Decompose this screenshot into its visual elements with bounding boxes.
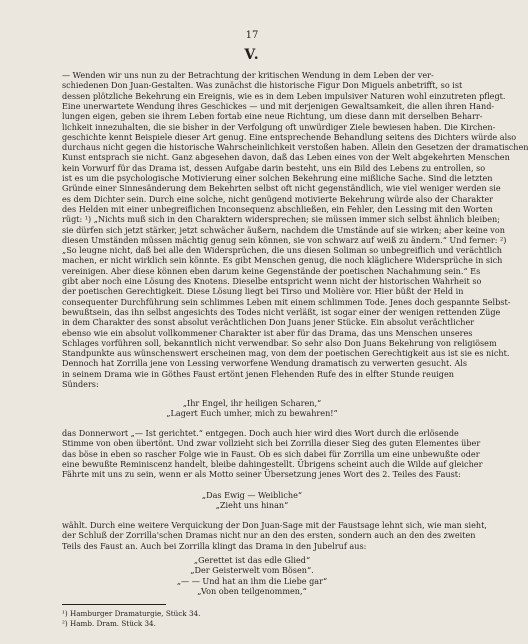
text-line: sie dürfen sich jetzt stärker, jetzt schwächer äußern, nachdem die Umstände auf sie wirken; aber keine von [62, 224, 505, 235]
page-number: 17 [245, 30, 259, 41]
text-line: „So leugne nicht, daß bei alle den Widersprüchen, die uns diesen Soliman so unbegreiflich und verächtlich [62, 245, 502, 256]
text-line: schiedenen Don Juan-Gestalten. Was zunächst die historische Figur Don Miguels anbetrifft, so ist [62, 80, 463, 91]
text-line: in dem Charakter des sonst absolut verächtlichen Don Juans jener Stücke. Ein absolut verächtlicher [62, 317, 475, 328]
text-line: Gründe einer Sinnesänderung dem Bekehrten selbst oft nicht gegenständlich, wie viel weniger werden sie [62, 183, 501, 194]
text-line: der poetischen Gerechtigkeit. Diese Lösung liegt bei Tirso und Molière vor. Hier büßt der Held in [62, 286, 464, 297]
text-line: Stimme von oben übertönt. Und zwar vollzieht sich bei Zorrilla dieser Sieg des guten Elementes über [62, 438, 481, 449]
text-line: Teils des Faust an. Auch bei Zorrilla klingt das Drama in den Jubelruf aus: [62, 540, 367, 551]
text-line: vereinigen. Aber diese können eben darum keine Gegenstände der poetischen Nachahmung sein.“ Es [62, 265, 481, 276]
section-numeral: V. [244, 47, 260, 63]
footnote: ¹) Hamburger Dramaturgie, Stück 34. [62, 609, 201, 618]
text-line: ist es um die psychologische Motivierung einer solchen Bekehrung eine mißliche Sache. Sind die letzten [62, 173, 493, 183]
text-line: eine bewußte Reminiscenz handelt, bleibe dahingestellt. Übrigens scheint auch die Wilde auf gleicher [62, 458, 483, 469]
verse-line: „Gerettet ist das edle Glied“ [193, 555, 311, 565]
text-line: — Wenden wir uns nun zu der Betrachtung der kritischen Wendung in dem Leben der ver- [62, 70, 434, 80]
text-line: ebenso wie ein absolut vollkommener Charakter ist aber für das Drama, das uns Menschen unseres [62, 327, 473, 338]
text-line: Sünders: [62, 379, 99, 389]
text-line: Dennoch hat Zorrilla jene von Lessing verworfene Wendung dramatisch zu verwerten gesucht. Als [62, 358, 468, 369]
verse-line: „Ihr Engel, ihr heiligen Scharen,“ [182, 398, 322, 408]
verse-line: „— — Und hat an ihm die Liebe gar“ [176, 575, 328, 586]
text-line: durchaus nicht gegen die historische Wahrscheinlichkeit verstoßen haben. Allein den Gesetzen der dramatischen [62, 142, 528, 153]
text-line: diesen Umständen müssen mächtig genug sein können, sie von schwarz auf weiß zu ändern.“ Und ferner: ²) [62, 234, 507, 245]
text-line: lichkeit innezuhalten, die sie bisher in der Verfolgung oft unwürdiger Ziele bewiesen haben. Die Kirchen- [62, 121, 496, 132]
text-line: es dem Dichter sein. Durch eine solche, nicht genügend motivierte Bekehrung würde also der Charakter [62, 193, 494, 204]
verse-line: „Das Ewig — Weibliche“ [201, 490, 303, 500]
verse-line: „Der Geisterwelt vom Bösen“. [190, 565, 314, 576]
text-line: Fährte mit uns zu sein, wenn er als Motto seiner Übersetzung jenes Wort des 2. Teiles des Faust: [62, 469, 461, 480]
footnote: ²) Hamb. Dram. Stück 34. [62, 619, 156, 628]
text-line: kein Vorwurf für das Drama ist, dessen Aufgabe darin besteht, uns ein Bild des Lebens zu entrollen, so [62, 162, 486, 173]
text-line: das Donnerwort „— Ist gerichtet.“ entgegen. Doch auch hier wird dies Wort durch die erlösende [62, 428, 459, 438]
verse-line: „Zieht uns hinan“ [215, 500, 289, 511]
text-line: der Schluß der Zorrilla'schen Dramas nicht nur an den des ersten, sondern auch an den des zweiten [62, 530, 476, 541]
footnote-divider [62, 604, 166, 605]
text-line: das böse in eben so rascher Folge wie in Faust. Ob es sich dabei für Zorrilla um eine unbewußte oder [62, 448, 480, 459]
text-line: geschichte kennt Beispiele dieser Art genug. Eine entsprechende Behandlung seitens des Dichters würde also [62, 131, 517, 142]
text-line: des Helden mit einer unbegreiflichen Inconsequenz abschließen, ein Fehler, den Lessing mit den Worten [62, 203, 493, 214]
text-line: wählt. Durch eine weitere Verquickung der Don Juan-Sage mit der Faustsage lehnt sich, wie man sieht, [62, 520, 487, 530]
text-line: machen, er nicht wirklich sein könnte. Es gibt Menschen genug, die noch kläglichere Widersprüche in sich [62, 255, 503, 266]
text-line: Kunst entsprach sie nicht. Ganz abgesehen davon, daß das Leben eines von der Welt abgekehrten Menschen [62, 152, 510, 163]
text-line: Eine unerwartete Wendung ihres Geschickes — und mit derjenigen Gewaltsamkeit, die allen ihren Hand- [62, 100, 495, 111]
text-line: in seinem Drama wie in Göthes Faust ertönt jenen Flehenden Rufe des in elfter Stunde reuigen [62, 368, 454, 379]
verse-line: „Lagert Euch umher, mich zu bewahren!“ [166, 408, 338, 419]
text-line: dessen plötzliche Bekehrung ein Ereignis, wie es in dem Leben impulsiver Naturen wohl einzutreten pflegt. [62, 90, 506, 101]
text-line: bewußtsein, das ihn selbst angesichts des Todes nicht verläßt, ist sogar einer der wenigen rettenden Züge [62, 306, 501, 317]
text-line: lungen eigen, geben sie ihrem Leben fortab eine neue Richtung, um diese dann mit derselben Beharr- [62, 111, 483, 122]
text-line: gibt aber noch eine Lösung des Knotens. Dieselbe entspricht wenn nicht der historischen Wahrheit so [62, 276, 482, 286]
verse-line: „Von oben teilgenommen,“ [197, 585, 307, 596]
text-line: rügt: ¹) „Nichts muß sich in den Charaktern widersprechen; sie müssen immer sich selbst ähnlich bleiben; [62, 214, 500, 225]
text-line: Standpunkte aus wünschenswert erscheinen mag, von dem der poetischen Gerechtigkeit aus ist sie es nicht. [62, 348, 510, 359]
text-line: consequenter Durchführung sein schlimmes Leben mit einem schlimmen Tode. Jenes doch gespannte Selbst- [62, 296, 511, 307]
text-line: Schlages vorführen soll, bekanntlich nicht verwendbar. So sehr also Don Juans Bekehrung von religiösem [62, 337, 497, 348]
